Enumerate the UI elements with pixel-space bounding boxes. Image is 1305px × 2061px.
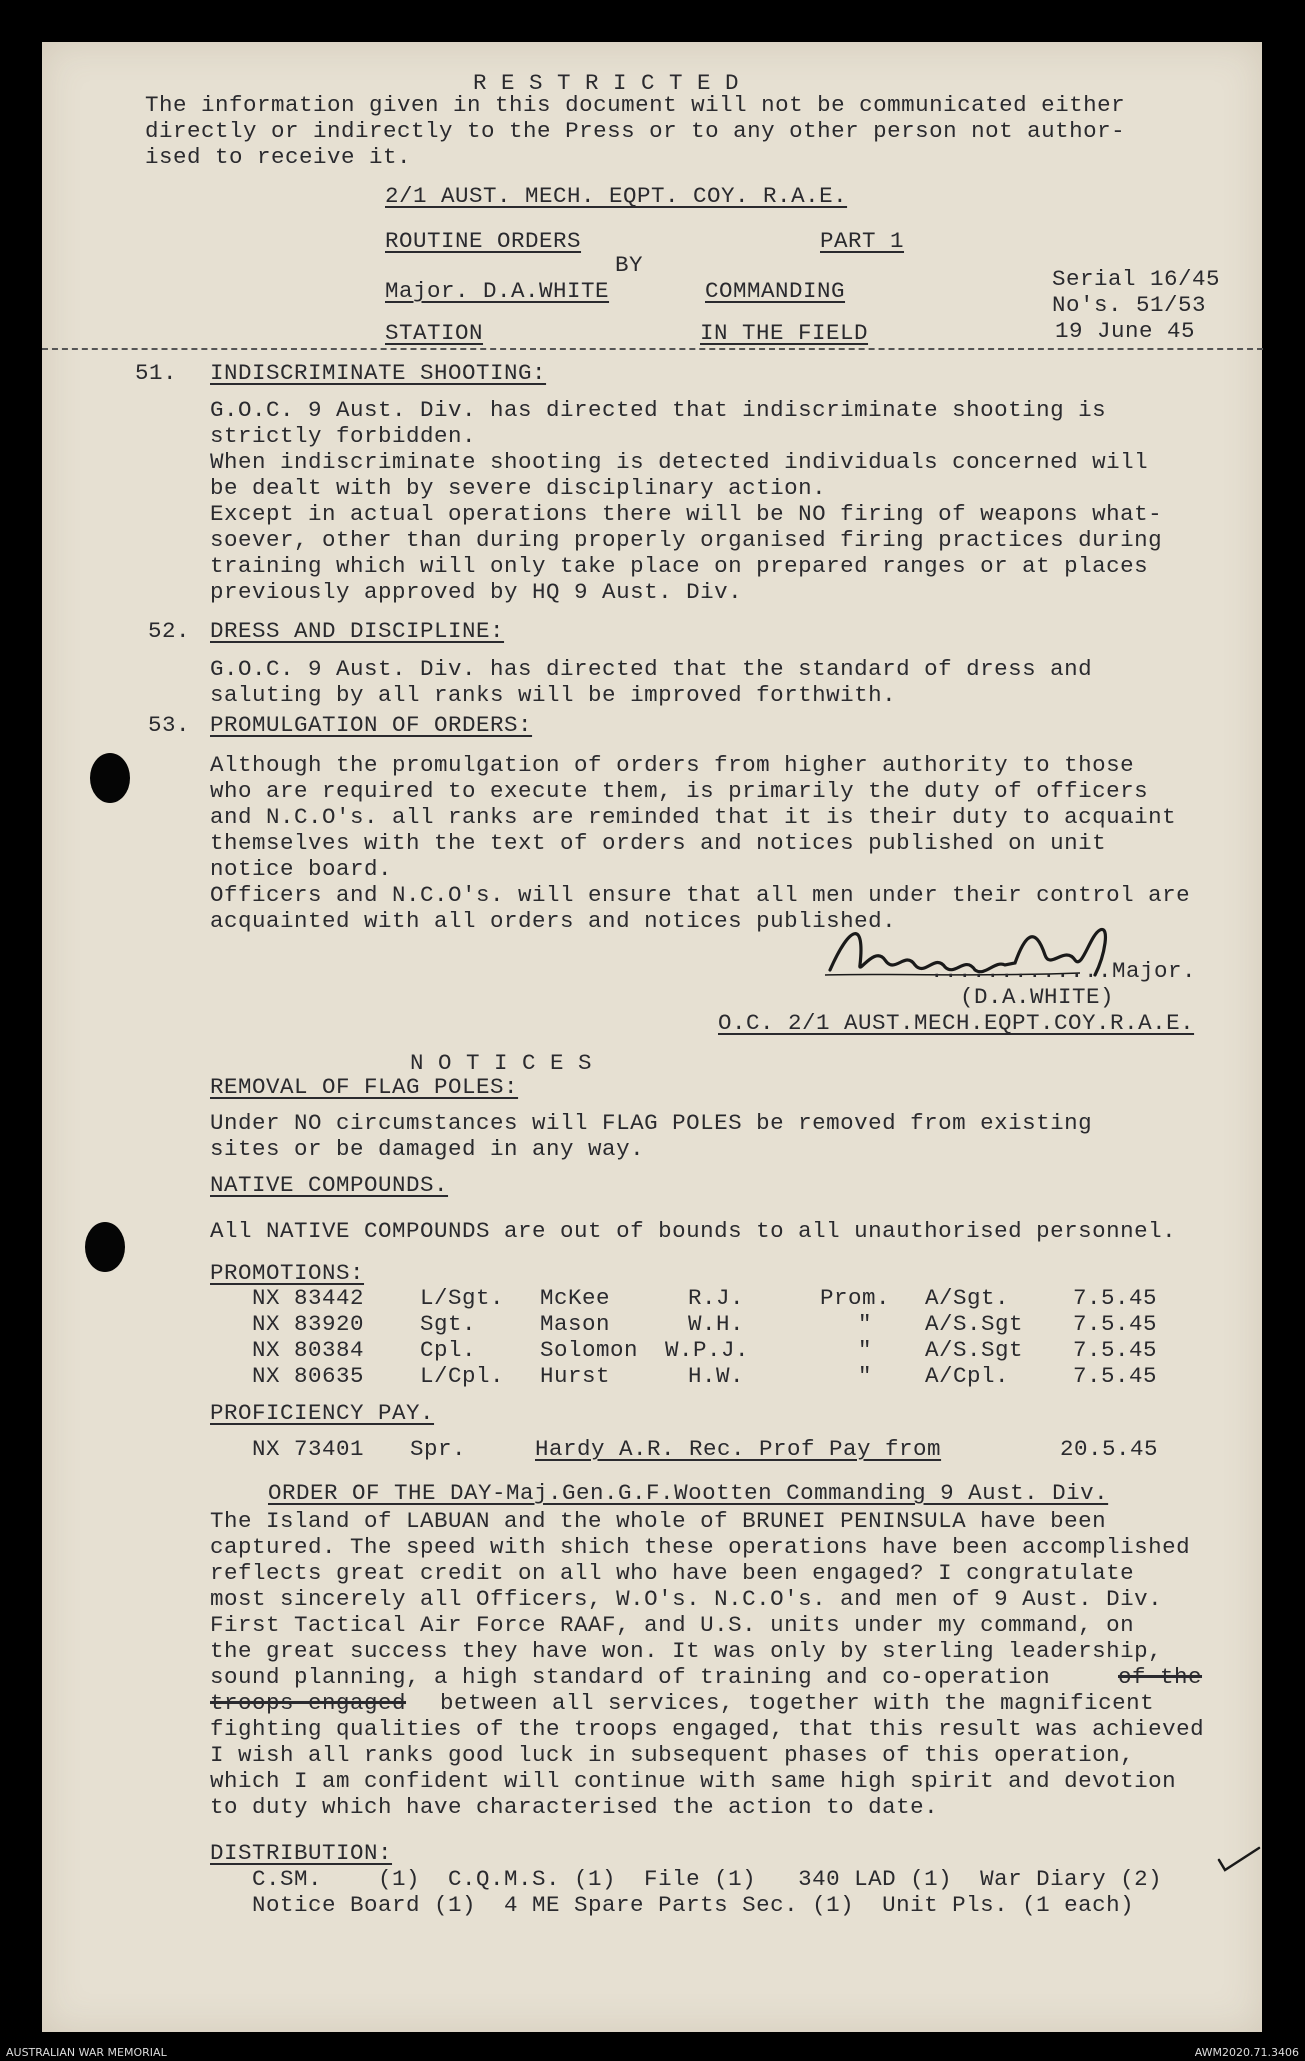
by-label: BY [615, 252, 644, 278]
order-of-day-line: captured. The speed with shich these operations have been accomplished [210, 1534, 1191, 1560]
distribution-line: C.SM. (1) C.Q.M.S. (1) File (1) 340 LAD (1) War Diary (2) [252, 1866, 1163, 1892]
order-52-number: 52. [148, 618, 191, 644]
station-label: STATION [385, 320, 484, 346]
order-51-line: Except in actual operations there will be NO firing of weapons what- [210, 501, 1163, 527]
in-the-field-label: IN THE FIELD [700, 320, 869, 346]
native-compounds-line: All NATIVE COMPOUNDS are out of bounds to all unauthorised personnel. [210, 1218, 1177, 1244]
notices-heading: N O T I C E S [410, 1050, 593, 1076]
order-of-day-line: I wish all ranks good luck in subsequent phases of this operation, [210, 1742, 1135, 1768]
proficiency-date: 20.5.45 [1060, 1436, 1159, 1462]
order-52-line: saluting by all ranks will be improved forthwith. [210, 682, 897, 708]
punch-hole-top [90, 753, 130, 803]
order-of-day-line: The Island of LABUAN and the whole of BRUNEI PENINSULA have been [210, 1508, 1107, 1534]
check-mark [1215, 1840, 1265, 1875]
signature-name: (D.A.WHITE) [960, 984, 1115, 1010]
commanding-label: COMMANDING [705, 278, 846, 304]
notice-line-1: The information given in this document will not be communicated either [145, 92, 1126, 118]
proficiency-detail: Hardy A.R. Rec. Prof Pay from [535, 1436, 942, 1462]
struck-through-text: troops engaged [210, 1690, 407, 1716]
surname: McKee [540, 1285, 611, 1311]
rank: Sgt. [420, 1311, 477, 1337]
initials: H.W. [688, 1363, 745, 1389]
routine-orders: ROUTINE ORDERS [385, 228, 582, 254]
order-53-line: acquainted with all orders and notices published. [210, 908, 897, 934]
order-52-line: G.O.C. 9 Aust. Div. has directed that the standard of dress and [210, 656, 1093, 682]
order-of-day-line: fighting qualities of the troops engaged, that this result was achieved [210, 1716, 1205, 1742]
service-number: NX 73401 [252, 1436, 365, 1462]
punch-hole-bottom [85, 1222, 125, 1272]
order-of-day-line: most sincerely all Officers, W.O's. N.C.O's. and men of 9 Aust. Div. [210, 1586, 1163, 1612]
header-divider [42, 348, 1263, 350]
promotion-date: 7.5.45 [1073, 1337, 1158, 1363]
order-51-line: strictly forbidden. [210, 423, 477, 449]
rank: L/Cpl. [420, 1363, 505, 1389]
order-53-line: Although the promulgation of orders from higher authority to those [210, 752, 1135, 778]
flag-poles-line: Under NO circumstances will FLAG POLES be removed from existing [210, 1110, 1093, 1136]
initials: R.J. [688, 1285, 745, 1311]
order-51-line: When indiscriminate shooting is detected individuals concerned will [210, 449, 1149, 475]
restricted-heading: R E S T R I C T E D [473, 70, 740, 96]
surname: Mason [540, 1311, 611, 1337]
native-compounds-title: NATIVE COMPOUNDS. [210, 1172, 449, 1198]
order-numbers: No's. 51/53 [1052, 292, 1207, 318]
rank: Cpl. [420, 1337, 477, 1363]
order-date: 19 June 45 [1055, 318, 1196, 344]
order-of-the-day-title: ORDER OF THE DAY-Maj.Gen.G.F.Wootten Commanding 9 Aust. Div. [268, 1480, 1109, 1506]
signature-major: .............Major. [930, 958, 1197, 984]
order-53-line: and N.C.O's. all ranks are reminded that it is their duty to acquaint [210, 804, 1177, 830]
new-rank: A/S.Sgt [925, 1337, 1024, 1363]
promotion-date: 7.5.45 [1073, 1363, 1158, 1389]
order-of-day-line: First Tactical Air Force RAAF, and U.S. units under my command, on [210, 1612, 1135, 1638]
order-53-line: who are required to execute them, is primarily the duty of officers [210, 778, 1149, 804]
promotion-mark: Prom. [820, 1285, 891, 1311]
initials: W.P.J. [665, 1337, 750, 1363]
service-number: NX 80635 [252, 1363, 365, 1389]
order-51-title: INDISCRIMINATE SHOOTING: [210, 360, 547, 386]
order-53-number: 53. [148, 712, 191, 738]
surname: Solomon [540, 1337, 639, 1363]
promotion-date: 7.5.45 [1073, 1285, 1158, 1311]
notice-line-2: directly or indirectly to the Press or to any other person not author- [145, 118, 1126, 144]
struck-through-text: of the [1118, 1664, 1203, 1690]
order-52-title: DRESS AND DISCIPLINE: [210, 618, 505, 644]
new-rank: A/Cpl. [925, 1363, 1010, 1389]
order-51-number: 51. [135, 360, 178, 386]
initials: W.H. [688, 1311, 745, 1337]
order-of-day-line: sound planning, a high standard of training and co-operation [210, 1664, 1051, 1690]
service-number: NX 83442 [252, 1285, 365, 1311]
promotion-date: 7.5.45 [1073, 1311, 1158, 1337]
part-number: PART 1 [820, 228, 905, 254]
order-of-day-line: which I am confident will continue with same high spirit and devotion [210, 1768, 1177, 1794]
order-53-line: notice board. [210, 856, 393, 882]
proficiency-pay-title: PROFICIENCY PAY. [210, 1400, 435, 1426]
signature-unit: O.C. 2/1 AUST.MECH.EQPT.COY.R.A.E. [718, 1010, 1195, 1036]
order-53-line: Officers and N.C.O's. will ensure that all men under their control are [210, 882, 1191, 908]
order-of-day-line: reflects great credit on all who have been engaged? I congratulate [210, 1560, 1135, 1586]
order-51-line: G.O.C. 9 Aust. Div. has directed that indiscriminate shooting is [210, 397, 1107, 423]
order-of-day-line: to duty which have characterised the action to date. [210, 1794, 939, 1820]
promotion-mark: " [858, 1363, 873, 1389]
notice-line-3: ised to receive it. [145, 144, 412, 170]
serial-number: Serial 16/45 [1052, 266, 1221, 292]
distribution-line: Notice Board (1) 4 ME Spare Parts Sec. (1) Unit Pls. (1 each) [252, 1892, 1135, 1918]
flag-poles-line: sites or be damaged in any way. [210, 1136, 645, 1162]
footer-reference: AWM2020.71.3406 [1194, 2046, 1299, 2059]
unit-title: 2/1 AUST. MECH. EQPT. COY. R.A.E. [385, 183, 848, 209]
order-51-line: soever, other than during properly organised firing practices during [210, 527, 1163, 553]
order-of-day-line: the great success they have won. It was only by sterling leadership, [210, 1638, 1163, 1664]
order-51-line: previously approved by HQ 9 Aust. Div. [210, 579, 743, 605]
distribution-title: DISTRIBUTION: [210, 1840, 393, 1866]
order-53-title: PROMULGATION OF ORDERS: [210, 712, 533, 738]
rank: Spr. [410, 1436, 467, 1462]
surname: Hurst [540, 1363, 611, 1389]
new-rank: A/S.Sgt [925, 1311, 1024, 1337]
footer-archive: AUSTRALIAN WAR MEMORIAL [6, 2046, 167, 2059]
service-number: NX 83920 [252, 1311, 365, 1337]
promotion-mark: " [858, 1337, 873, 1363]
service-number: NX 80384 [252, 1337, 365, 1363]
order-of-day-line: between all services, together with the magnificent [440, 1690, 1155, 1716]
rank: L/Sgt. [420, 1285, 505, 1311]
commander-name: Major. D.A.WHITE [385, 278, 610, 304]
order-51-line: be dealt with by severe disciplinary action. [210, 475, 827, 501]
promotions-title: PROMOTIONS: [210, 1260, 365, 1286]
order-53-line: themselves with the text of orders and notices published on unit [210, 830, 1107, 856]
promotion-mark: " [858, 1311, 873, 1337]
order-51-line: training which will only take place on prepared ranges or at places [210, 553, 1149, 579]
flag-poles-title: REMOVAL OF FLAG POLES: [210, 1074, 519, 1100]
new-rank: A/Sgt. [925, 1285, 1010, 1311]
